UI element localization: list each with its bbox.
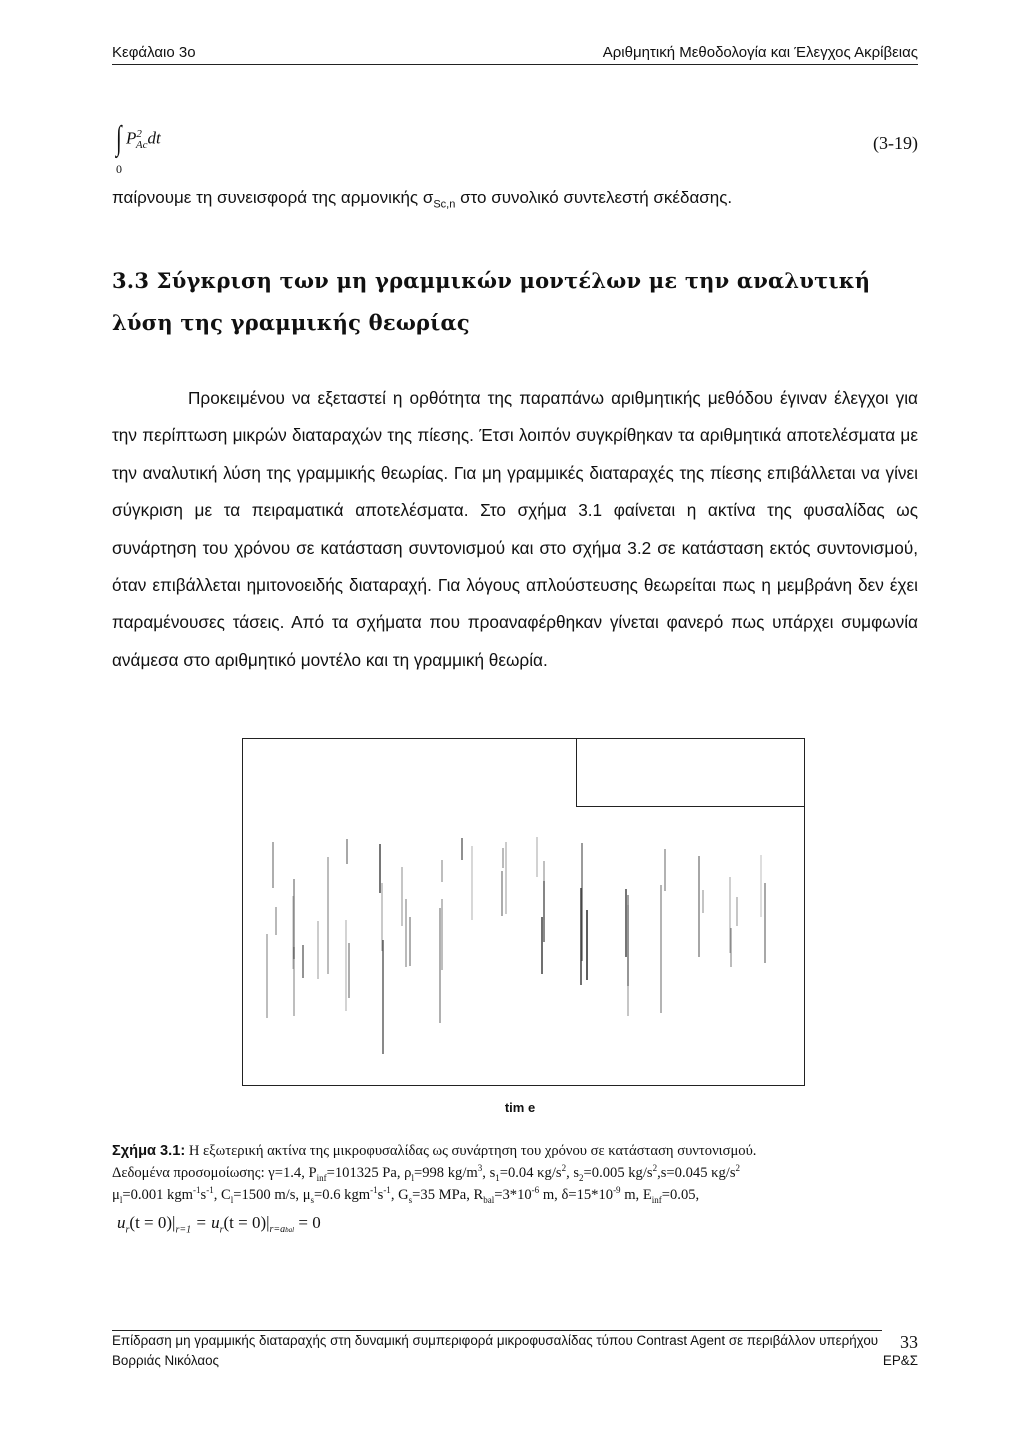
equation-number: (3-19) bbox=[873, 133, 918, 153]
figure-faded-traces bbox=[243, 739, 804, 1085]
caption-data-line-2: $\mu_l=0.001$ $kgm^{-1}s^{-1}$, $C_l=1500$ m/s, $\mu_s=0.6$ $kgm^{-1}s^{-1}$, $G_s=35$ MPa, $R_{bal}=3*10^{-6}$ m, $\delta=15*10^{-9}$ m, $E_{inf}=0.05$, bbox=[112, 1185, 700, 1205]
running-header-chapter: Κεφάλαιο 3ο bbox=[112, 44, 196, 61]
header-rule bbox=[112, 64, 918, 65]
integral-lower-limit: 0 bbox=[116, 162, 122, 176]
footer-author: Βορριάς Νικόλαος bbox=[112, 1353, 220, 1368]
continuation-sentence: παίρνουμε τη συνεισφορά της αρμονικής $\sigma_{Sc,n}$ στο συνολικό συντελεστή σκέδασης. bbox=[112, 188, 733, 211]
equation-expression: $P^2_{Ac}dt$ bbox=[126, 128, 161, 152]
page-number: 33 bbox=[900, 1332, 918, 1352]
figure-x-axis-label: tim e bbox=[504, 1100, 536, 1115]
footer-rule bbox=[112, 1330, 882, 1331]
running-header-title: Αριθμητική Μεθοδολογία και Έλεγχος Ακρίβειας bbox=[602, 44, 918, 61]
section-heading: 3.3 Σύγκριση των μη γραμμικών μοντέλων με την αναλυτική λύση της γραμμικής θεωρίας bbox=[112, 268, 871, 335]
footer-thesis-title: Επίδραση μη γραμμικής διαταραχής στη δυναμική συμπεριφορά μικροφυσαλίδας τύπου Contrast Agent σε περιβάλλον υπερήχου bbox=[112, 1333, 879, 1348]
integral-sign: ∫ bbox=[116, 120, 122, 157]
caption-label: Σχήμα 3.1: bbox=[112, 1143, 186, 1159]
figure-plot-area bbox=[242, 738, 805, 1086]
caption-data-line-1: Δεδομένα προσομοίωσης: γ=1.4, $P_{inf}=101325$ Pa, $\rho_l=998$ $kg/m^3$, $s_1=0.04$ $\kappa g/s^2$, $s_2=0.005$ $kg/s^2,s=0.045$ $\kappa g/s^2$ bbox=[112, 1163, 741, 1183]
boundary-condition-equation: $u_r(t = 0)|_{r=1} = u_r(t = 0)|_{r=abal} = 0$ bbox=[117, 1213, 321, 1236]
figure-caption: Σχήμα 3.1: Η εξωτερική ακτίνα της μικροφυσαλίδας ως συνάρτηση του χρόνου σε κατάσταση συντονισμού. Δεδομένα προσομοίωσης: γ=1.4, $P_{inf}=101325$ Pa, $\rho_l=998$ $kg/m^3$, $s_1=0.04$ $\kappa g/s^2$, $s_2=0.005$ $kg/s^2,s=0.045$ $\kappa g/s^2$ $\mu_l=0.001$ $kgm^{-1}s^{-1}$, $C_l=1500$ m/s, $\mu_s=0.6$ $kgm^{-1}s^{-1}$, $G_s=35$ MPa, $R_{bal}=3*10^{-6}$ m, $\delta=15*10^{-9}$ m, $E_{inf}=0.05$, bbox=[112, 1140, 918, 1206]
footer-organization: ΕΡ&Σ bbox=[882, 1353, 918, 1368]
body-paragraph: Προκειμένου να εξεταστεί η ορθότητα της παραπάνω αριθμητικής μεθόδου έγιναν έλεγχοι για την περίπτωση μικρών διαταραχών της πίεσης. Έτσι λοιπόν συγκρίθηκαν τα αριθμητικά αποτελέσματα με την αναλυτική λύση της γραμμικής θεωρίας. Για μη γραμμικές διαταραχές της πίεσης επιβάλλεται να γίνει σύγκριση με τα πειραματικά αποτελέσματα. Στο σχήμα 3.1 φαίνεται η ακτίνα της φυσαλίδας ως συνάρτηση του χρόνου σε κατάσταση συντονισμού και στο σχήμα 3.2 σε κατάσταση εκτός συντονισμού, όταν επιβάλλεται ημιτονοειδής διαταραχή. Για λόγους απλούστευσης θεωρείται πως η μεμβράνη δεν έχει παραμένουσες τάσεις. Από τα σχήματα που προαναφέρθηκαν γίνεται φανερό πως υπάρχει συμφωνία ανάμεσα στο αριθμητικό μοντέλο και τη γραμμική θεωρία. bbox=[112, 388, 918, 670]
